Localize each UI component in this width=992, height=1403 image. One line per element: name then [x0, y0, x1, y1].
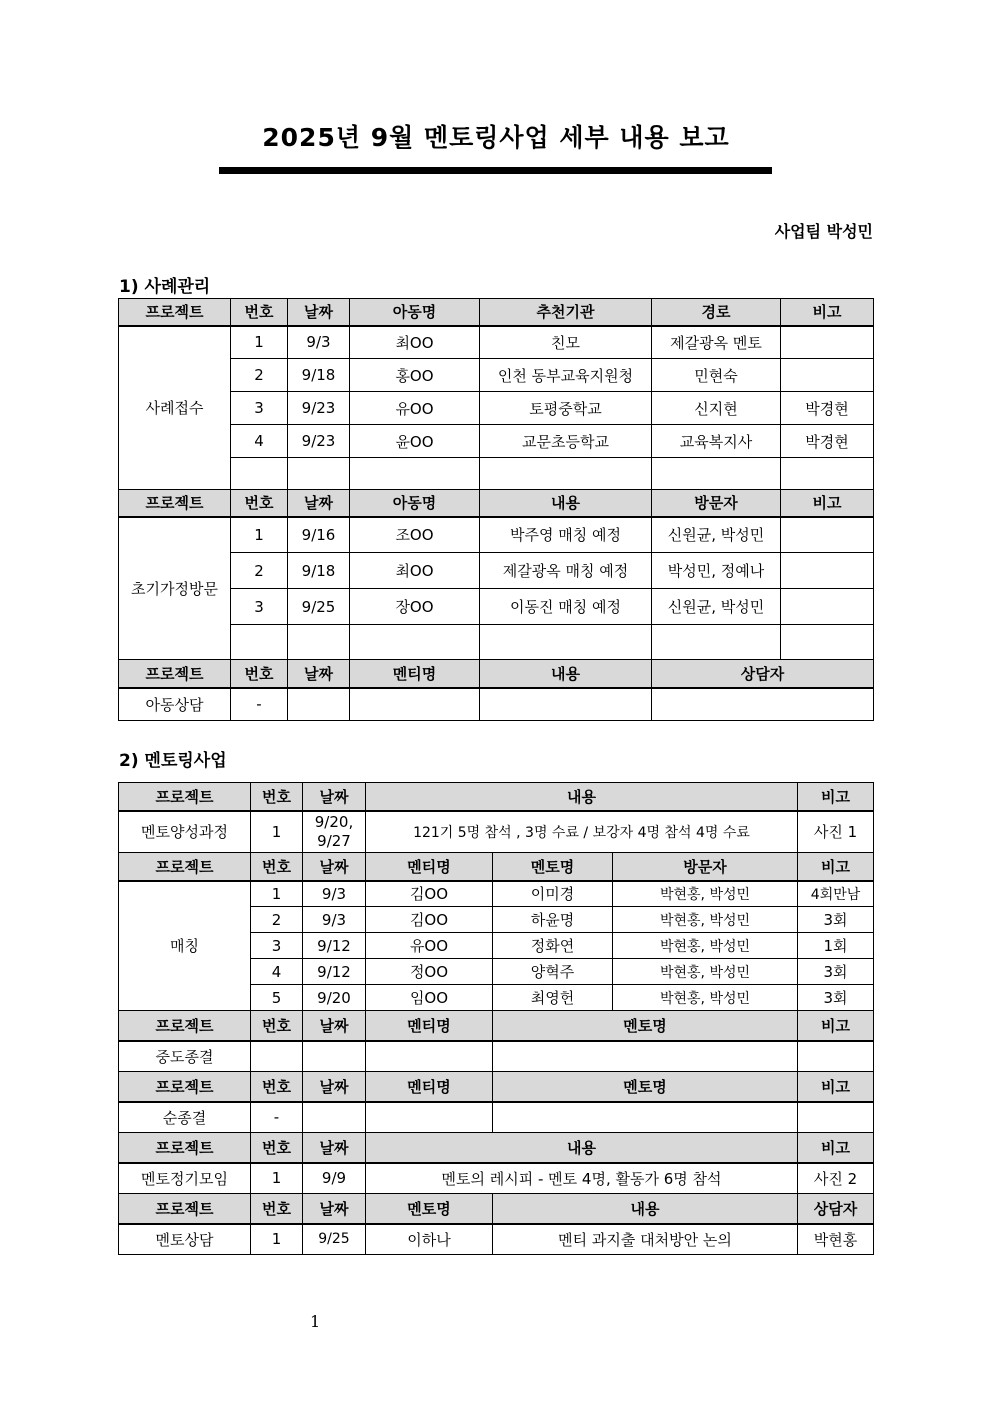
cell: 9/12 — [303, 959, 366, 985]
cell: - — [251, 1102, 303, 1133]
project-cell: 멘토정기모임 — [119, 1163, 251, 1194]
header-cell: 멘토명 — [493, 1072, 798, 1102]
project-cell: 사례접수 — [119, 326, 231, 490]
table-header-row — [119, 853, 874, 881]
table-header-row — [119, 1011, 874, 1041]
cell — [781, 458, 874, 490]
table-row — [119, 359, 874, 392]
cell: 토평중학교 — [480, 392, 652, 425]
cell: 이하나 — [366, 1224, 493, 1255]
table-header-row — [119, 783, 874, 811]
cell: 9/3 — [288, 326, 350, 359]
cell: 1회 — [798, 933, 874, 959]
cell: 멘토의 레시피 - 멘토 4명, 활동가 6명 참석 — [366, 1163, 798, 1194]
header-cell: 내용 — [480, 660, 652, 688]
cell: 1 — [231, 326, 288, 359]
cell: 2 — [251, 907, 303, 933]
header-cell: 비고 — [798, 1011, 874, 1041]
cell: 사진 2 — [798, 1163, 874, 1194]
header-cell: 프로젝트 — [119, 490, 231, 517]
table-row — [119, 326, 874, 359]
cell: 신지현 — [652, 392, 781, 425]
cell: 박주영 매칭 예정 — [480, 517, 652, 553]
cell: 윤OO — [350, 425, 480, 458]
table-row — [119, 553, 874, 589]
cell: 김OO — [366, 881, 493, 907]
cell: 1 — [251, 1224, 303, 1255]
cell: 4 — [251, 959, 303, 985]
cell — [781, 326, 874, 359]
cell: 3회 — [798, 959, 874, 985]
cell — [652, 688, 874, 721]
table-row — [119, 811, 874, 853]
header-cell: 날짜 — [303, 1194, 366, 1224]
header-cell: 번호 — [251, 1072, 303, 1102]
project-cell: 매칭 — [119, 881, 251, 1011]
table-header-row — [119, 1072, 874, 1102]
mentoring-table — [118, 782, 874, 1255]
header-cell: 프로젝트 — [119, 1072, 251, 1102]
header-cell: 번호 — [231, 660, 288, 688]
cell: 3 — [251, 933, 303, 959]
header-cell: 비고 — [798, 1133, 874, 1163]
cell: 이동진 매칭 예정 — [480, 589, 652, 625]
cell: 민현숙 — [652, 359, 781, 392]
cell: 2 — [231, 553, 288, 589]
header-cell: 번호 — [251, 783, 303, 811]
header-cell: 멘티명 — [350, 660, 480, 688]
header-cell: 추천기관 — [480, 299, 652, 326]
cell — [781, 589, 874, 625]
header-cell: 내용 — [366, 783, 798, 811]
table-row — [119, 589, 874, 625]
header-cell: 멘티명 — [366, 853, 493, 881]
header-cell: 상담자 — [798, 1194, 874, 1224]
cell: 3회 — [798, 907, 874, 933]
header-cell: 멘티명 — [366, 1011, 493, 1041]
header-cell: 비고 — [781, 490, 874, 517]
cell — [303, 1102, 366, 1133]
page-number: 1 — [310, 1312, 321, 1331]
cell: 신원균, 박성민 — [652, 517, 781, 553]
header-cell: 경로 — [652, 299, 781, 326]
date-line: 9/20, — [314, 812, 354, 831]
cell — [366, 1102, 493, 1133]
cell — [652, 458, 781, 490]
header-cell: 프로젝트 — [119, 1133, 251, 1163]
cell: - — [231, 688, 288, 721]
header-cell: 프로젝트 — [119, 299, 231, 326]
header-cell: 날짜 — [303, 1011, 366, 1041]
cell: 3 — [231, 589, 288, 625]
cell: 박성민, 정예나 — [652, 553, 781, 589]
cell: 박경현 — [781, 425, 874, 458]
cell: 인천 동부교육지원청 — [480, 359, 652, 392]
cell: 9/18 — [288, 359, 350, 392]
header-cell: 번호 — [251, 1194, 303, 1224]
cell — [231, 625, 288, 660]
cell — [288, 688, 350, 721]
cell: 박현홍, 박성민 — [613, 959, 798, 985]
cell: 121기 5명 참석 , 3명 수료 / 보강자 4명 참석 4명 수료 — [366, 811, 798, 853]
section-heading-mentoring: 2) 멘토링사업 — [119, 751, 227, 771]
cell — [493, 1041, 798, 1072]
header-cell: 프로젝트 — [119, 660, 231, 688]
cell: 유OO — [350, 392, 480, 425]
cell: 9/3 — [303, 881, 366, 907]
project-cell: 초기가정방문 — [119, 517, 231, 660]
section-heading-case-management: 1) 사례관리 — [119, 277, 211, 297]
cell: 9/25 — [303, 1224, 366, 1255]
header-cell: 내용 — [480, 490, 652, 517]
project-cell: 중도종결 — [119, 1041, 251, 1072]
cell: 제갈광옥 매칭 예정 — [480, 553, 652, 589]
cell: 이미경 — [493, 881, 613, 907]
cell: 9/12 — [303, 933, 366, 959]
cell: 교문초등학교 — [480, 425, 652, 458]
header-cell: 번호 — [231, 490, 288, 517]
cell: 박현홍, 박성민 — [613, 881, 798, 907]
cell: 유OO — [366, 933, 493, 959]
project-cell: 멘토양성과정 — [119, 811, 251, 853]
cell — [480, 625, 652, 660]
header-cell: 멘토명 — [366, 1194, 493, 1224]
table-row — [119, 425, 874, 458]
header-cell: 번호 — [231, 299, 288, 326]
header-cell: 날짜 — [303, 1072, 366, 1102]
cell — [288, 625, 350, 660]
cell: 박현홍, 박성민 — [613, 907, 798, 933]
cell: 멘티 과지출 대처방안 논의 — [493, 1224, 798, 1255]
date-line: 9/27 — [317, 831, 351, 850]
header-cell: 비고 — [798, 853, 874, 881]
table-header-row — [119, 1133, 874, 1163]
cell — [288, 458, 350, 490]
table-row — [119, 1163, 874, 1194]
cell: 교육복지사 — [652, 425, 781, 458]
cell: 9/25 — [288, 589, 350, 625]
header-cell: 번호 — [251, 1133, 303, 1163]
cell: 신원균, 박성민 — [652, 589, 781, 625]
cell — [493, 1102, 798, 1133]
cell: 9/23 — [288, 425, 350, 458]
header-cell: 비고 — [781, 299, 874, 326]
case-management-table — [118, 298, 874, 721]
cell: 박현홍, 박성민 — [613, 933, 798, 959]
project-cell: 아동상담 — [119, 688, 231, 721]
cell: 9/3 — [303, 907, 366, 933]
cell — [350, 625, 480, 660]
table-row — [119, 392, 874, 425]
date-cell — [303, 811, 366, 853]
cell: 장OO — [350, 589, 480, 625]
cell — [303, 1041, 366, 1072]
cell — [480, 458, 652, 490]
cell: 3 — [231, 392, 288, 425]
header-cell: 날짜 — [303, 1133, 366, 1163]
project-cell: 멘토상담 — [119, 1224, 251, 1255]
header-cell: 방문자 — [652, 490, 781, 517]
page-title: 2025년 9월 멘토링사업 세부 내용 보고 — [262, 123, 730, 152]
cell: 9/9 — [303, 1163, 366, 1194]
table-row — [119, 688, 874, 721]
cell — [231, 458, 288, 490]
header-cell: 아동명 — [350, 490, 480, 517]
header-cell: 멘토명 — [493, 1011, 798, 1041]
cell: 하윤명 — [493, 907, 613, 933]
cell — [366, 1041, 493, 1072]
header-cell: 번호 — [251, 853, 303, 881]
cell: 1 — [251, 1163, 303, 1194]
header-cell: 방문자 — [613, 853, 798, 881]
cell — [781, 517, 874, 553]
table-row — [119, 1041, 874, 1072]
table-row — [119, 881, 874, 907]
table-row-empty — [119, 625, 874, 660]
cell — [798, 1041, 874, 1072]
table-row — [119, 1224, 874, 1255]
cell: 9/23 — [288, 392, 350, 425]
cell — [251, 1041, 303, 1072]
cell: 5 — [251, 985, 303, 1011]
cell: 최OO — [350, 326, 480, 359]
header-cell: 내용 — [493, 1194, 798, 1224]
header-cell: 비고 — [798, 783, 874, 811]
cell — [350, 688, 480, 721]
header-cell: 날짜 — [303, 783, 366, 811]
cell — [480, 688, 652, 721]
project-cell: 순종결 — [119, 1102, 251, 1133]
cell: 9/18 — [288, 553, 350, 589]
table-header-row — [119, 490, 874, 517]
cell — [781, 553, 874, 589]
header-cell: 내용 — [366, 1133, 798, 1163]
table-header-row — [119, 299, 874, 326]
table-header-row — [119, 1194, 874, 1224]
header-cell: 날짜 — [288, 660, 350, 688]
table-header-row — [119, 660, 874, 688]
cell: 4 — [231, 425, 288, 458]
header-cell: 비고 — [798, 1072, 874, 1102]
header-cell: 날짜 — [288, 490, 350, 517]
cell: 조OO — [350, 517, 480, 553]
cell: 홍OO — [350, 359, 480, 392]
header-cell: 프로젝트 — [119, 853, 251, 881]
cell — [798, 1102, 874, 1133]
header-cell: 번호 — [251, 1011, 303, 1041]
header-cell: 멘티명 — [366, 1072, 493, 1102]
cell — [781, 625, 874, 660]
header-cell: 프로젝트 — [119, 783, 251, 811]
title-underline — [219, 167, 772, 174]
cell: 친모 — [480, 326, 652, 359]
cell: 2 — [231, 359, 288, 392]
header-cell: 프로젝트 — [119, 1194, 251, 1224]
header-cell: 멘토명 — [493, 853, 613, 881]
cell: 1 — [251, 881, 303, 907]
cell: 정화연 — [493, 933, 613, 959]
cell: 박경현 — [781, 392, 874, 425]
table-row — [119, 1102, 874, 1133]
cell: 임OO — [366, 985, 493, 1011]
author: 사업팀 박성민 — [774, 222, 873, 241]
cell: 최OO — [350, 553, 480, 589]
cell: 9/16 — [288, 517, 350, 553]
cell: 박현홍 — [798, 1224, 874, 1255]
cell: 9/20 — [303, 985, 366, 1011]
cell: 4회만남 — [798, 881, 874, 907]
header-cell: 프로젝트 — [119, 1011, 251, 1041]
cell: 김OO — [366, 907, 493, 933]
cell: 정OO — [366, 959, 493, 985]
table-row — [119, 517, 874, 553]
cell: 박현홍, 박성민 — [613, 985, 798, 1011]
header-cell: 상담자 — [652, 660, 874, 688]
header-cell: 아동명 — [350, 299, 480, 326]
cell: 1 — [251, 811, 303, 853]
cell — [781, 359, 874, 392]
header-cell: 날짜 — [288, 299, 350, 326]
cell: 양혁주 — [493, 959, 613, 985]
header-cell: 날짜 — [303, 853, 366, 881]
cell: 사진 1 — [798, 811, 874, 853]
cell — [350, 458, 480, 490]
cell: 1 — [231, 517, 288, 553]
cell: 제갈광옥 멘토 — [652, 326, 781, 359]
table-row-empty — [119, 458, 874, 490]
cell: 3회 — [798, 985, 874, 1011]
cell — [652, 625, 781, 660]
cell: 최영헌 — [493, 985, 613, 1011]
